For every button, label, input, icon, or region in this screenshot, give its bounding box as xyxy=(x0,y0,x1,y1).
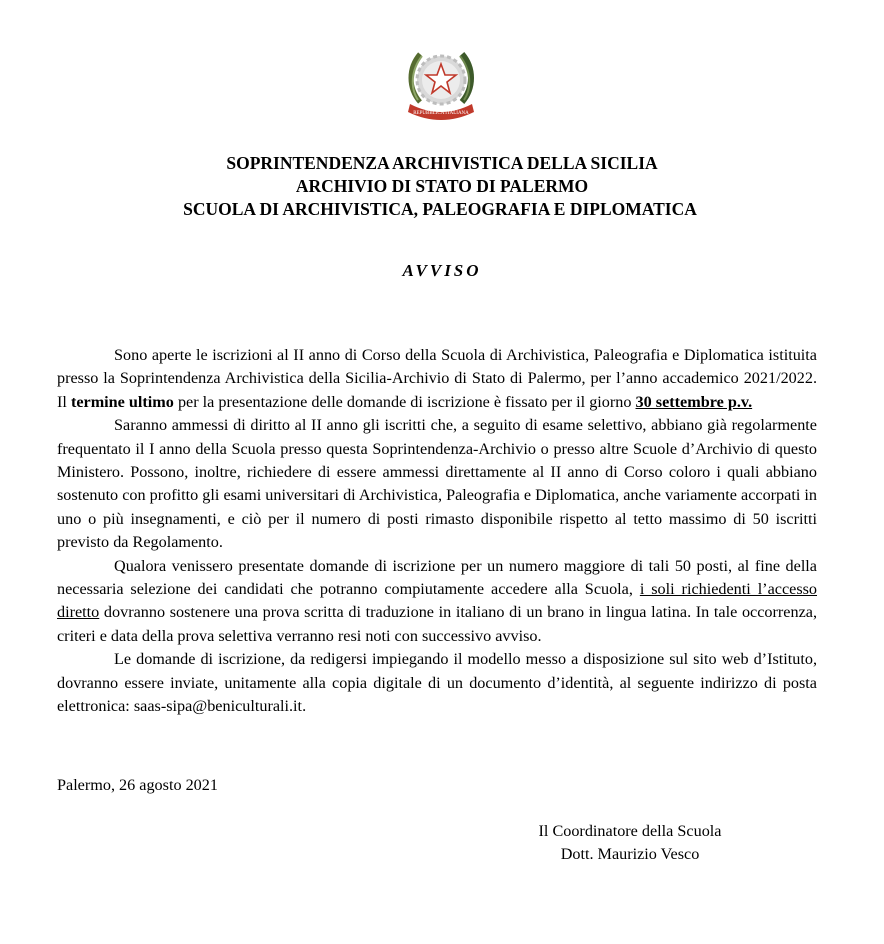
date-line: Palermo, 26 agosto 2021 xyxy=(57,776,218,794)
text: Qualora venissero presentate domande di iscrizione per un numero maggiore di tali 50 posti, al fine della necessaria selezione dei candidati che potranno compiutamente accedere alla Scuola, xyxy=(57,556,817,599)
underlined-phrase: i soli richiedenti l’accesso diretto xyxy=(57,580,818,622)
signature-name: Dott. Maurizio Vesco xyxy=(560,845,700,863)
text: per la presentazione delle domande di iscrizione è fissato per il giorno xyxy=(173,392,636,411)
email-address: saas-sipa@beniculturali.it xyxy=(133,697,303,716)
document-title: AVVISO xyxy=(402,261,482,280)
text: Sono aperte le iscrizioni al II anno di Corso della Scuola di Archivistica, Paleografia e Diplomatica istituita presso la Soprintendenza Archivistica della Sicilia-Archivio di Stato di Palermo, per l’anno accademico 2021/2022. Il xyxy=(57,346,817,411)
text: dovranno sostenere una prova scritta di traduzione in italiano di un brano in lingua latina. In tale occorrenza, criteri e data della prova selettiva verranno resi noti con successivo avviso. xyxy=(57,603,817,645)
signature-role: Il Coordinatore della Scuola xyxy=(538,822,722,840)
emblem-icon xyxy=(398,40,484,124)
paragraph-1 xyxy=(57,344,817,414)
paragraph-2: Saranno ammessi di diritto al II anno gli iscritti che, a seguito di esame selettivo, abbiano già regolarmente frequentato il I anno della Scuola presso questa Soprintendenza-Archivio o presso altre Scuole d’Archivio di questo Ministero. Possono, inoltre, richiedere di essere ammessi direttamente al II anno di Corso coloro i quali abbiano sostenuto con profitto gli esami universitari di Archivistica, Paleografia e Diplomatica, anche variamente accorpati in uno o più insegnamenti, e ciò per il numero di posti rimasto disponibile rispetto al tetto massimo di 50 iscritti previsto da Regolamento. xyxy=(57,416,817,552)
paragraph-3 xyxy=(57,555,817,649)
text: Le domande di iscrizione, da redigersi impiegando il modello messo a disposizione sul sito web d’Istituto, dovranno essere inviate, unitamente alla copia digitale di un documento d’identità, al seguente indirizzo di posta elettronica: xyxy=(57,650,817,716)
document-body xyxy=(57,344,817,719)
header-line-1: SOPRINTENDENZA ARCHIVISTICA DELLA SICILIA xyxy=(226,153,658,173)
header-line-3: SCUOLA DI ARCHIVISTICA, PALEOGRAFIA E DIPLOMATICA xyxy=(183,199,697,219)
svg-text:REPUBBLICA ITALIANA: REPUBBLICA ITALIANA xyxy=(413,111,469,116)
text: . xyxy=(302,697,307,716)
deadline-date: 30 settembre p.v. xyxy=(635,392,753,411)
deadline-label: termine ultimo xyxy=(70,392,174,411)
paragraph-4 xyxy=(57,648,817,718)
signature-block xyxy=(500,820,760,866)
header-line-2: ARCHIVIO DI STATO DI PALERMO xyxy=(295,176,589,196)
